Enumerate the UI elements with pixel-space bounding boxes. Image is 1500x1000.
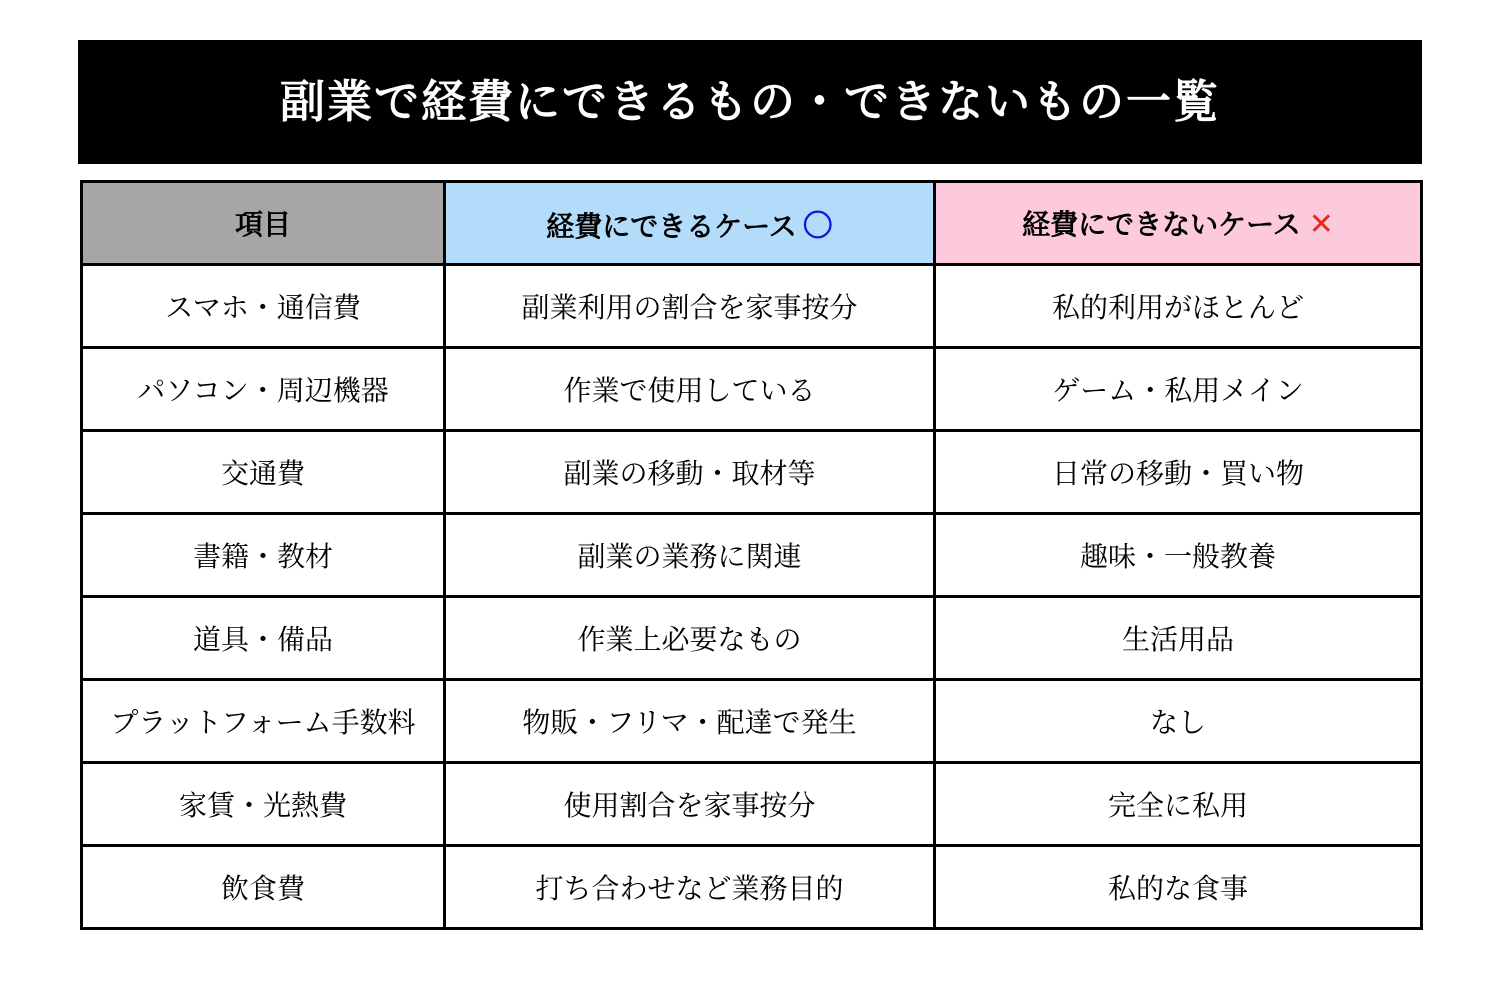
cell-deductible: 使用割合を家事按分	[445, 763, 935, 846]
column-header-non-deductible	[935, 182, 1422, 265]
circle-icon: 〇	[802, 210, 833, 243]
table-row	[82, 348, 1422, 431]
cell-item: プラットフォーム手数料	[82, 680, 445, 763]
table-row	[82, 597, 1422, 680]
cell-deductible: 副業の業務に関連	[445, 514, 935, 597]
cell-deductible: 作業で使用している	[445, 348, 935, 431]
cell-deductible: 副業の移動・取材等	[445, 431, 935, 514]
cell-non-deductible: 趣味・一般教養	[935, 514, 1422, 597]
column-header-deductible-label: 経費にできるケース	[546, 211, 797, 242]
cell-non-deductible: 生活用品	[935, 597, 1422, 680]
cell-item: 交通費	[82, 431, 445, 514]
title-bar	[78, 40, 1422, 164]
table-body	[82, 265, 1422, 929]
cell-non-deductible: 日常の移動・買い物	[935, 431, 1422, 514]
cell-item: 家賃・光熱費	[82, 763, 445, 846]
table-row	[82, 514, 1422, 597]
cell-deductible: 物販・フリマ・配達で発生	[445, 680, 935, 763]
column-header-non-deductible-label: 経費にできないケース	[1022, 209, 1301, 240]
cell-non-deductible: ゲーム・私用メイン	[935, 348, 1422, 431]
cell-non-deductible: 完全に私用	[935, 763, 1422, 846]
expense-table	[80, 180, 1423, 930]
cell-deductible: 副業利用の割合を家事按分	[445, 265, 935, 348]
cell-item: 飲食費	[82, 846, 445, 929]
cell-item: パソコン・周辺機器	[82, 348, 445, 431]
page-title: 副業で経費にできるもの・できないもの一覧	[279, 76, 1220, 128]
cell-deductible: 打ち合わせなど業務目的	[445, 846, 935, 929]
table-row	[82, 763, 1422, 846]
cell-item: 道具・備品	[82, 597, 445, 680]
cell-non-deductible: 私的利用がほとんど	[935, 265, 1422, 348]
table-row	[82, 265, 1422, 348]
cross-icon: ✕	[1308, 208, 1334, 241]
table-row	[82, 846, 1422, 929]
cell-item: 書籍・教材	[82, 514, 445, 597]
table-row	[82, 680, 1422, 763]
cell-non-deductible: なし	[935, 680, 1422, 763]
column-header-item: 項目	[82, 182, 445, 265]
cell-non-deductible: 私的な食事	[935, 846, 1422, 929]
column-header-deductible	[445, 182, 935, 265]
cell-item: スマホ・通信費	[82, 265, 445, 348]
table-row	[82, 431, 1422, 514]
table-header-row	[82, 182, 1422, 265]
expense-table-container	[80, 180, 1420, 930]
table-header	[82, 182, 1422, 265]
cell-deductible: 作業上必要なもの	[445, 597, 935, 680]
